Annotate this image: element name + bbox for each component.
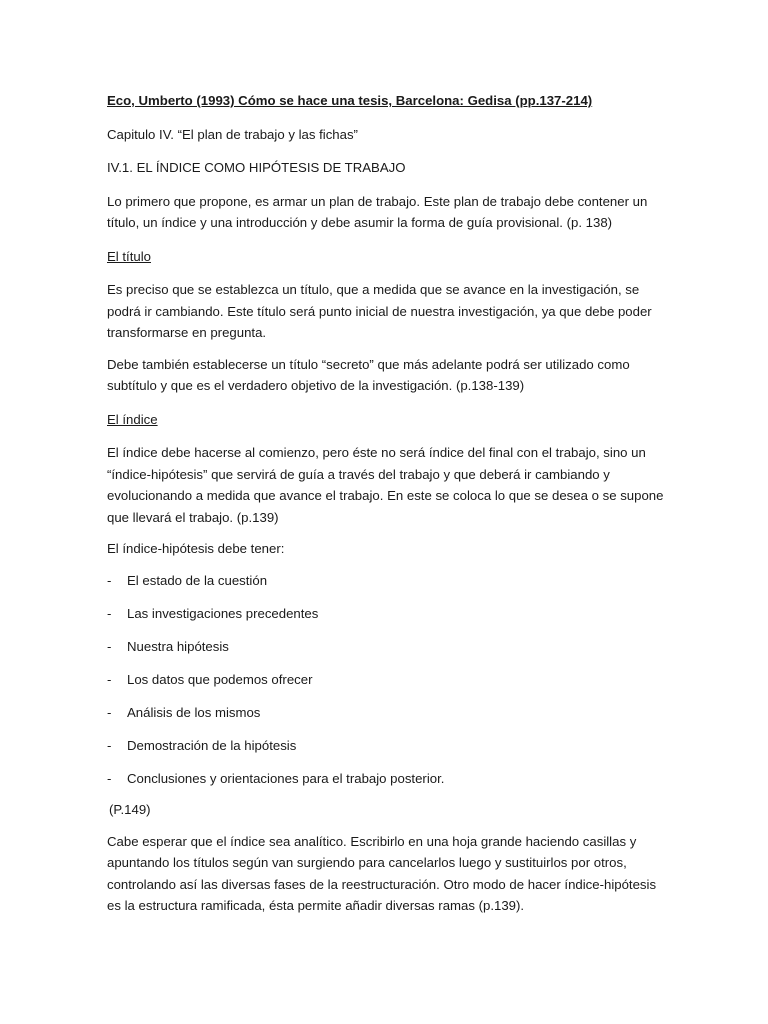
intro-paragraph: Lo primero que propone, es armar un plan de trabajo. Este plan de trabajo debe contener un título, un índice y una introducción y debe asumir la forma de guía provisional. (p. 138) <box>107 193 648 230</box>
list-item <box>107 669 667 691</box>
indice-hipotesis-list <box>107 570 667 790</box>
indice-paragraph-2: El índice-hipótesis debe tener: <box>107 541 285 556</box>
list-dash: - <box>107 671 112 687</box>
list-item <box>107 603 667 625</box>
bibliographic-citation: Eco, Umberto (1993) Cómo se hace una tesis, Barcelona: Gedisa (pp.137-214) <box>107 93 593 108</box>
heading-indice: El índice <box>107 411 158 427</box>
heading-titulo: El título <box>107 248 151 264</box>
closing-paragraph: Cabe esperar que el índice sea analítico. Escribirlo en una hoja grande haciendo casillas y apuntando los títulos según van surgiendo para cancelarlos luego y sustituirlos por otros, controlando así las diversas fases de la reestructuración. Otro modo de hacer índice-hipótesis es la estructura ramificada, ésta permite añadir diversas ramas (p.139). <box>107 833 657 914</box>
list-item-text: Análisis de los mismos <box>127 704 261 720</box>
list-dash: - <box>107 572 112 588</box>
list-item-text: El estado de la cuestión <box>127 572 268 588</box>
list-item-text: Las investigaciones precedentes <box>127 605 319 621</box>
list-dash: - <box>107 638 112 654</box>
titulo-paragraph-2: Debe también establecerse un título “secreto” que más adelante podrá ser utilizado como subtítulo y que es el verdadero objetivo de la investigación. (p.138-139) <box>107 356 630 393</box>
list-item <box>107 702 667 724</box>
indice-paragraph-1: El índice debe hacerse al comienzo, pero éste no será índice del final con el trabajo, sino un “índice-hipótesis” que servirá de guía a través del trabajo y que deberá ir cambiando y evolucionando a medida que avance el trabajo. En este se coloca lo que se desea o se supone que llevará el trabajo. (p.139) <box>107 445 664 525</box>
list-item-text: Demostración de la hipótesis <box>127 737 297 753</box>
titulo-paragraph-1: Es preciso que se establezca un título, que a medida que se avance en la investigación, se podrá ir cambiando. Este título será punto inicial de nuestra investigación, ya que debe poder transformarse en pregunta. <box>107 282 652 340</box>
list-dash: - <box>107 704 112 720</box>
list-item <box>107 735 667 757</box>
list-item <box>107 768 667 790</box>
list-item-text: Nuestra hipótesis <box>127 638 229 654</box>
document-body <box>107 90 667 917</box>
section-title: IV.1. EL ÍNDICE COMO HIPÓTESIS DE TRABAJO <box>107 160 406 175</box>
list-dash: - <box>107 737 112 753</box>
list-item <box>107 570 667 592</box>
list-dash: - <box>107 605 112 621</box>
list-dash: - <box>107 771 112 787</box>
list-item <box>107 636 667 658</box>
list-item-text: Conclusiones y orientaciones para el trabajo posterior. <box>127 771 445 787</box>
page-reference: (P.149) <box>109 802 151 818</box>
list-item-text: Los datos que podemos ofrecer <box>127 671 313 687</box>
chapter-title: Capitulo IV. “El plan de trabajo y las fichas” <box>107 126 358 142</box>
